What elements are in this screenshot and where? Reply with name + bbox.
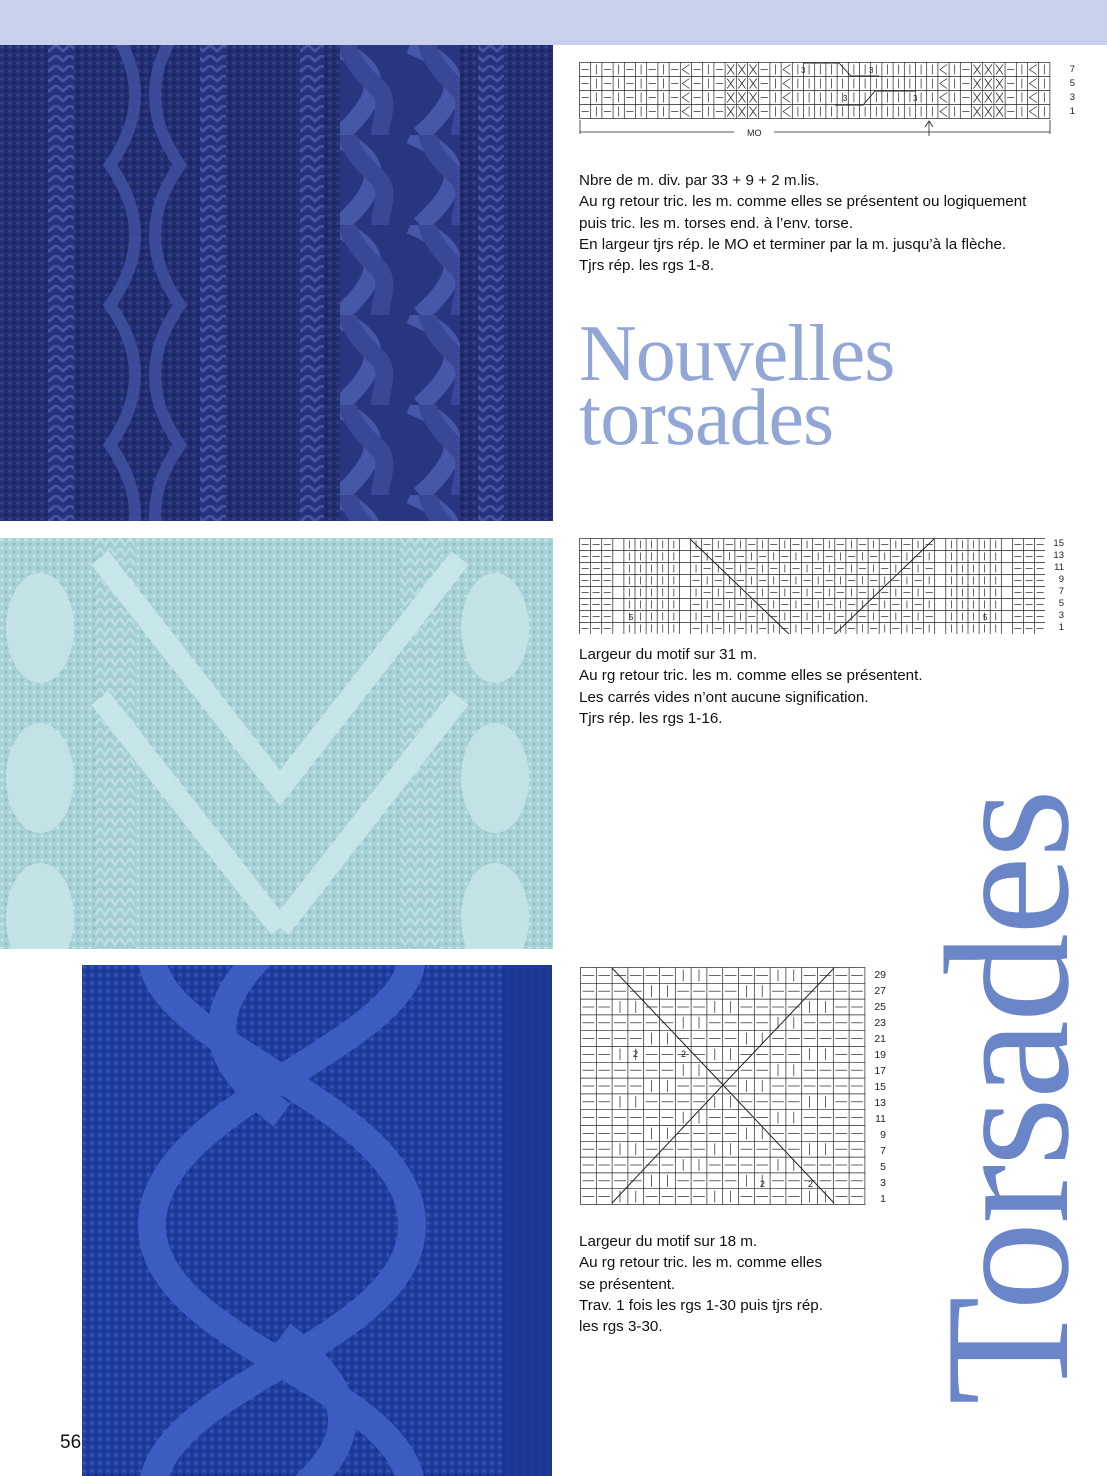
knit-chart-2: [579, 538, 1045, 634]
chart-row-number: 17: [874, 1065, 886, 1077]
chart-number: 5: [629, 613, 634, 622]
decrease-symbol: [682, 65, 689, 75]
chart-row-number: 9: [880, 1129, 886, 1141]
decrease-symbol: [1030, 65, 1037, 75]
chart-number: 2: [681, 1049, 687, 1059]
chart-number: 2: [808, 1179, 814, 1189]
decrease-symbol: [940, 79, 947, 89]
decrease-symbol: [682, 93, 689, 103]
decrease-symbol: [682, 79, 689, 89]
chart-row-number: 5: [1069, 78, 1075, 89]
chart-row-number: 21: [874, 1033, 886, 1045]
chart-row-number: 11: [875, 1113, 886, 1125]
chart-number: 3: [801, 66, 806, 75]
chart-1-repeat: [580, 120, 1050, 136]
chart-row-number: 7: [1069, 64, 1075, 75]
note-line: Largeur du motif sur 31 m.: [579, 646, 758, 663]
note-line: se présentent.: [579, 1275, 676, 1293]
chart-row-number: 13: [1053, 550, 1064, 561]
section-title-line-2: torsades: [579, 374, 834, 462]
note-line: Nbre de m. div. par 33 + 9 + 2 m.lis.: [579, 172, 820, 189]
header-band: [0, 0, 1107, 45]
knit-chart-3: [580, 967, 866, 1205]
chart-row-number: 7: [880, 1145, 886, 1157]
chart-row-number: 25: [874, 1001, 886, 1013]
chart-row-number: 13: [874, 1097, 886, 1109]
decrease-symbol: [1030, 107, 1037, 117]
chart-row-number: 15: [874, 1081, 886, 1093]
chart-row-number: 27: [874, 985, 886, 997]
decrease-symbol: [783, 79, 790, 89]
chart-number: 2: [633, 1049, 639, 1059]
chart-1-row-numbers: [1055, 62, 1075, 122]
page-number: 56: [60, 1432, 82, 1453]
side-title: Torsades: [908, 790, 1106, 1405]
chart-3-row-numbers: [869, 967, 886, 1205]
chart-row-number: 29: [874, 969, 886, 981]
chart-1-cables: [803, 63, 915, 105]
knit-swatch-aqua: [0, 538, 553, 949]
knit-chart-1: [579, 62, 1051, 136]
note-line: Tjrs rép. les rgs 1-8.: [579, 257, 715, 275]
pattern-3-notes: [579, 1231, 823, 1337]
note-line: Au rg retour tric. les m. comme elles se présentent.: [579, 667, 923, 685]
note-line: Trav. 1 fois les rgs 1-30 puis tjrs rép.: [579, 1296, 823, 1314]
chart-2-row-numbers: [1050, 538, 1064, 634]
chart-number: 3: [913, 94, 918, 103]
decrease-symbol: [940, 93, 947, 103]
note-line: Au rg retour tric. les m. comme elles: [579, 1254, 823, 1272]
note-line: Au rg retour tric. les m. comme elles se présentent ou logiquement: [579, 193, 1027, 211]
note-line: Largeur du motif sur 18 m.: [579, 1233, 758, 1250]
note-line: les rgs 3-30.: [579, 1318, 663, 1336]
chart-row-number: 1: [1058, 622, 1064, 633]
cast-on-label: MO: [747, 128, 762, 136]
knit-swatch-blue: [82, 965, 552, 1476]
chart-number: 3: [843, 94, 848, 103]
chart-row-number: 1: [880, 1193, 886, 1205]
chart-row-number: 1: [1069, 106, 1075, 117]
decrease-symbol: [783, 107, 790, 117]
chart-row-number: 3: [1058, 610, 1064, 621]
decrease-symbol: [940, 107, 947, 117]
chart-number: 3: [869, 66, 874, 75]
pattern-2-notes: [579, 644, 923, 729]
decrease-symbol: [1030, 79, 1037, 89]
chart-1-grid: [580, 63, 1050, 119]
decrease-symbol: [940, 65, 947, 75]
chart-row-number: 7: [1058, 586, 1064, 597]
pattern-1-notes: [579, 170, 1026, 276]
note-line: Tjrs rép. les rgs 1-16.: [579, 709, 723, 727]
section-title: [579, 310, 895, 462]
chart-number: 2: [760, 1179, 766, 1189]
chart-row-number: 11: [1054, 562, 1064, 573]
chart-row-number: 19: [874, 1049, 886, 1061]
knit-swatch-navy: [0, 45, 553, 521]
chart-row-number: 5: [880, 1161, 886, 1173]
section-title-line-1: Nouvelles: [579, 310, 895, 398]
chart-row-number: 9: [1058, 574, 1064, 585]
decrease-symbol: [783, 65, 790, 75]
decrease-symbol: [783, 93, 790, 103]
chart-row-number: 3: [880, 1177, 886, 1189]
chart-row-number: 23: [874, 1017, 886, 1029]
chart-number: 5: [983, 613, 988, 622]
chart-row-number: 15: [1053, 538, 1064, 549]
note-line: Les carrés vides n’ont aucune signification.: [579, 688, 869, 706]
chart-row-number: 5: [1058, 598, 1064, 609]
decrease-symbol: [1030, 93, 1037, 103]
chart-2-grid: [580, 539, 1046, 635]
chart-row-number: 3: [1069, 92, 1075, 103]
decrease-symbol: [682, 107, 689, 117]
note-line: puis tric. les m. torses end. à l’env. torse.: [579, 214, 854, 232]
note-line: En largeur tjrs rép. le MO et terminer par la m. jusqu’à la flèche.: [579, 235, 1007, 253]
